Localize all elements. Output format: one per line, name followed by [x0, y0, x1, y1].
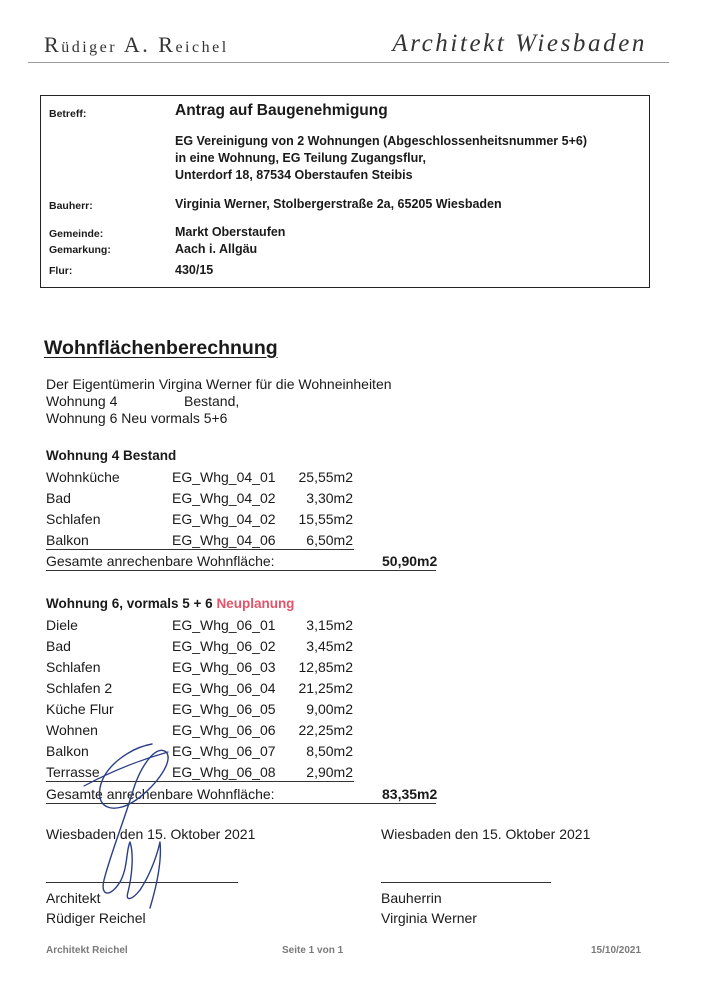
letterhead-name: Rüdiger A. Reichel [44, 32, 229, 57]
room-area: 9,00m2 [306, 701, 353, 717]
bauherr-value: Virginia Werner, Stolbergerstraße 2a, 65205 Wiesbaden [175, 197, 502, 211]
intro-line-1: Der Eigentümerin Virgina Werner für die Wohneinheiten [46, 376, 392, 392]
room-name: Bad [46, 490, 71, 506]
gemarkung-label: Gemarkung: [49, 244, 111, 256]
room-name: Diele [46, 617, 78, 633]
bauherr-label: Bauherr: [49, 200, 93, 212]
left-signer-role: Architekt [46, 890, 101, 906]
unit6-total-value: 83,35m2 [382, 786, 438, 802]
flur-label: Flur: [49, 265, 73, 277]
table-row [46, 701, 366, 719]
room-code: EG_Whg_06_05 [172, 701, 276, 717]
footer-page-number: Seite 1 von 1 [282, 945, 344, 956]
table-row [46, 532, 366, 550]
room-name: Terrasse [46, 764, 100, 780]
neuplanung-highlight: Neuplanung [216, 596, 295, 611]
room-area: 3,15m2 [306, 617, 353, 633]
room-name: Wohnküche [46, 469, 120, 485]
table-row [46, 617, 366, 635]
intro-line-3: Wohnung 6 Neu vormals 5+6 [46, 410, 228, 426]
gemarkung-value: Aach i. Allgäu [175, 242, 258, 256]
room-code: EG_Whg_06_03 [172, 659, 276, 675]
right-signer-name: Virginia Werner [381, 910, 477, 926]
room-code: EG_Whg_04_02 [172, 511, 276, 527]
room-area: 22,25m2 [298, 722, 353, 738]
room-name: Wohnen [46, 722, 98, 738]
right-place-date: Wiesbaden den 15. Oktober 2021 [381, 826, 591, 842]
room-code: EG_Whg_06_07 [172, 743, 276, 759]
letterhead-rule [28, 62, 669, 63]
table-row [46, 511, 366, 529]
room-area: 8,50m2 [306, 743, 353, 759]
room-code: EG_Whg_06_06 [172, 722, 276, 738]
room-name: Schlafen 2 [46, 680, 113, 696]
room-name: Balkon [46, 532, 89, 548]
left-signer-name: Rüdiger Reichel [46, 910, 146, 926]
room-area: 3,45m2 [306, 638, 353, 654]
room-code: EG_Whg_06_01 [172, 617, 276, 633]
unit6-total-label: Gesamte anrechenbare Wohnfläche: [46, 786, 275, 802]
room-area: 3,30m2 [306, 490, 353, 506]
room-code: EG_Whg_06_02 [172, 638, 276, 654]
betreff-label: Betreff: [49, 108, 87, 120]
room-area: 6,50m2 [306, 532, 353, 548]
betreff-line-3: Unterdorf 18, 87534 Oberstaufen Steibis [175, 168, 413, 182]
right-signature-line [381, 882, 551, 883]
room-area: 12,85m2 [298, 659, 353, 675]
room-name: Balkon [46, 743, 89, 759]
unit4-title: Wohnung 4 Bestand [46, 448, 177, 463]
footer-date: 15/10/2021 [591, 945, 642, 956]
flur-value: 430/15 [175, 263, 214, 277]
betreff-line-2: in eine Wohnung, EG Teilung Zugangsflur, [175, 151, 426, 165]
subject-box [40, 95, 650, 288]
room-area: 21,25m2 [298, 680, 353, 696]
room-area: 2,90m2 [306, 764, 353, 780]
handwritten-signature [70, 730, 210, 920]
total-rule [46, 570, 436, 571]
room-name: Küche Flur [46, 701, 114, 717]
intro-line-2b: Bestand, [184, 393, 240, 409]
room-code: EG_Whg_04_02 [172, 490, 276, 506]
gemeinde-value: Markt Oberstaufen [175, 225, 286, 239]
letterhead-title: Architekt Wiesbaden [392, 30, 647, 57]
room-name: Schlafen [46, 659, 101, 675]
right-signer-role: Bauherrin [381, 890, 442, 906]
room-name: Bad [46, 638, 71, 654]
table-row [46, 638, 366, 656]
betreff-title: Antrag auf Baugenehmigung [175, 102, 388, 119]
table-row [46, 490, 366, 508]
gemeinde-label: Gemeinde: [49, 228, 104, 240]
betreff-line-1: EG Vereinigung von 2 Wohnungen (Abgeschlossenheitsnummer 5+6) [175, 134, 587, 148]
unit4-total-label: Gesamte anrechenbare Wohnfläche: [46, 553, 275, 569]
room-code: EG_Whg_04_01 [172, 469, 276, 485]
room-name: Schlafen [46, 511, 101, 527]
table-row [46, 659, 366, 677]
unit4-total-value: 50,90m2 [382, 553, 438, 569]
footer-author: Architekt Reichel [46, 945, 128, 956]
table-row [46, 680, 366, 698]
room-code: EG_Whg_06_04 [172, 680, 276, 696]
room-area: 25,55m2 [298, 469, 353, 485]
subtotal-rule [46, 549, 354, 550]
room-code: EG_Whg_06_08 [172, 764, 276, 780]
table-row [46, 469, 366, 487]
left-place-date: Wiesbaden den 15. Oktober 2021 [46, 826, 256, 842]
room-area: 15,55m2 [298, 511, 353, 527]
intro-line-2a: Wohnung 4 [46, 393, 118, 409]
room-code: EG_Whg_04_06 [172, 532, 276, 548]
page-title: Wohnflächenberechnung [44, 337, 278, 359]
unit6-title: Wohnung 6, vormals 5 + 6 Neuplanung [46, 596, 295, 611]
